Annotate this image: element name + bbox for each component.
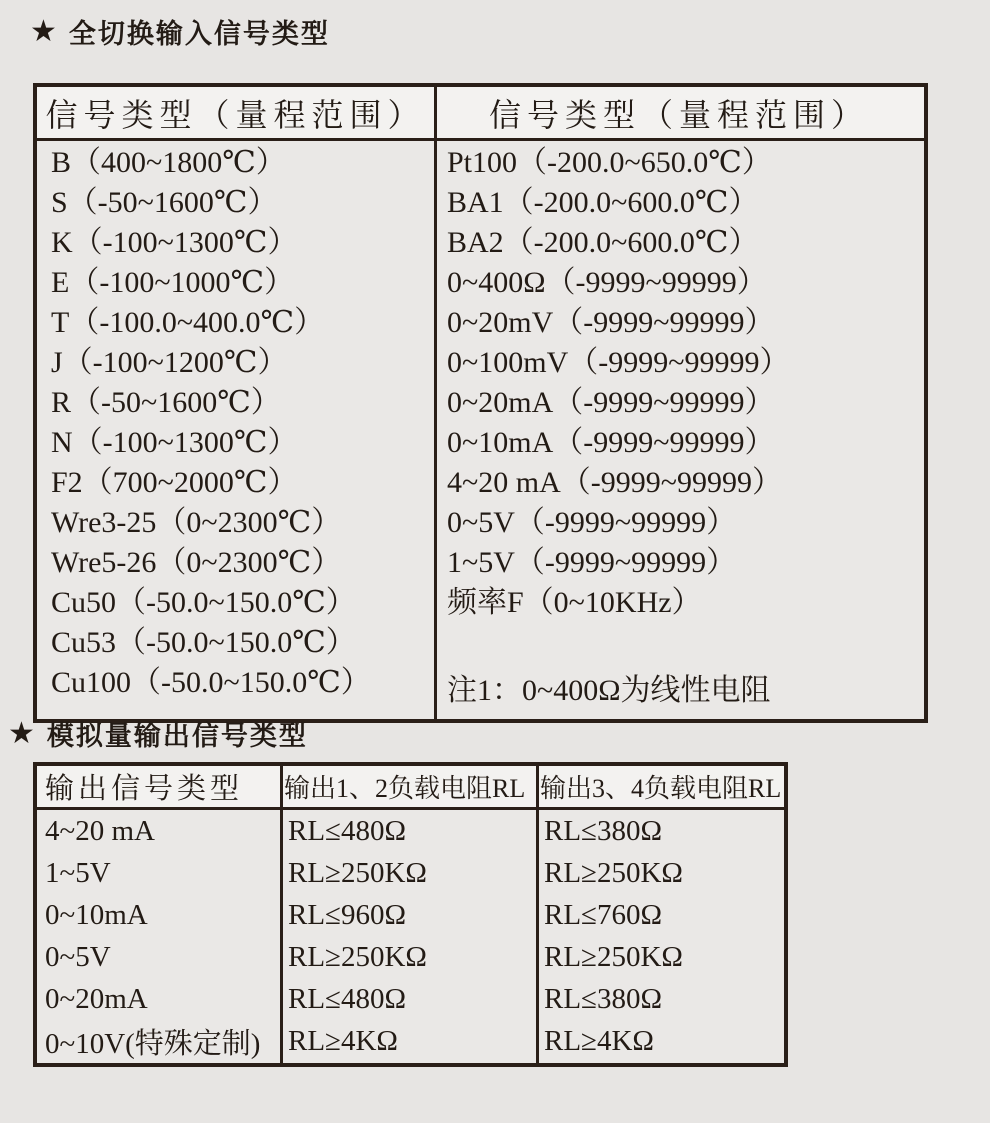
table-cell: RL≥4KΩ xyxy=(288,1025,398,1058)
list-item: 0~5V（-9999~99999） xyxy=(447,506,737,539)
column-header: 输出1、2负载电阻RL xyxy=(284,774,526,803)
list-item: Wre3-25（0~2300℃） xyxy=(51,506,342,539)
list-item: 0~10mA（-9999~99999） xyxy=(447,426,775,459)
column-header: 信号类型（量程范围） xyxy=(488,96,869,133)
table-cell: RL≥250KΩ xyxy=(544,856,683,889)
table-cell: RL≥4KΩ xyxy=(544,1025,654,1058)
input-signal-table xyxy=(33,83,928,723)
list-item: 0~400Ω（-9999~99999） xyxy=(447,266,767,299)
list-item: Wre5-26（0~2300℃） xyxy=(51,546,342,579)
list-item: N（-100~1300℃） xyxy=(51,426,298,459)
table-row xyxy=(37,979,784,1021)
output-signal-table xyxy=(33,762,788,1067)
output-table-header-row xyxy=(37,766,784,810)
table-cell: RL≥250KΩ xyxy=(288,856,427,889)
list-item: Pt100（-200.0~650.0℃） xyxy=(447,146,772,179)
column-divider xyxy=(434,87,437,719)
table-cell: RL≤380Ω xyxy=(544,814,663,847)
column-divider xyxy=(280,766,283,1063)
star-icon: ★ xyxy=(8,717,35,750)
list-item: 4~20 mA（-9999~99999） xyxy=(447,466,782,499)
linear-resistance-note: 注1：0~400Ω为线性电阻 xyxy=(447,674,771,707)
column-header: 输出3、4负载电阻RL xyxy=(540,774,782,803)
list-item: BA2（-200.0~600.0℃） xyxy=(447,226,759,259)
table-cell: RL≤380Ω xyxy=(544,983,663,1016)
input-table-left-column xyxy=(37,141,448,719)
heading-label: 模拟量输出信号类型 xyxy=(46,721,308,751)
list-item: F2（700~2000℃） xyxy=(51,466,298,499)
table-cell: 0~20mA xyxy=(45,983,148,1016)
table-row xyxy=(37,894,784,936)
heading-label: 全切换输入信号类型 xyxy=(68,19,330,49)
output-table-body xyxy=(37,810,784,1063)
table-cell: 1~5V xyxy=(45,856,111,889)
list-item: J（-100~1200℃） xyxy=(51,346,288,379)
list-item: R（-50~1600℃） xyxy=(51,386,281,419)
table-cell: RL≤480Ω xyxy=(288,814,407,847)
list-item: BA1（-200.0~600.0℃） xyxy=(447,186,759,219)
list-item: Cu100（-50.0~150.0℃） xyxy=(51,666,371,699)
right-column-rows xyxy=(447,143,924,623)
column-divider xyxy=(536,766,539,1063)
table-cell: 0~10V(特殊定制) xyxy=(45,1028,261,1061)
analog-output-heading xyxy=(8,714,308,753)
table-row xyxy=(37,1021,784,1063)
column-header: 输出信号类型 xyxy=(45,773,244,805)
star-icon: ★ xyxy=(30,15,57,48)
list-item: 0~20mA（-9999~99999） xyxy=(447,386,775,419)
list-item: 频率F（0~10KHz） xyxy=(447,586,702,619)
list-item: Cu50（-50.0~150.0℃） xyxy=(51,586,356,619)
list-item: 0~20mV（-9999~99999） xyxy=(447,306,775,339)
table-cell: 0~10mA xyxy=(45,898,148,931)
table-row xyxy=(37,810,784,852)
table-cell: 4~20 mA xyxy=(45,814,155,847)
table-cell: RL≤760Ω xyxy=(544,898,663,931)
list-item: B（400~1800℃） xyxy=(51,146,286,179)
input-table-header-row xyxy=(37,87,924,141)
column-header: 信号类型（量程范围） xyxy=(45,96,426,133)
list-item: Cu53（-50.0~150.0℃） xyxy=(51,626,356,659)
table-cell: RL≤480Ω xyxy=(288,983,407,1016)
list-item: T（-100.0~400.0℃） xyxy=(51,306,325,339)
list-item: S（-50~1600℃） xyxy=(51,186,278,219)
table-cell: RL≤960Ω xyxy=(288,898,407,931)
input-table-right-column xyxy=(437,141,924,719)
table-cell: 0~5V xyxy=(45,941,111,974)
table-cell: RL≥250KΩ xyxy=(288,941,427,974)
table-row xyxy=(37,852,784,894)
table-cell: RL≥250KΩ xyxy=(544,941,683,974)
table-row xyxy=(37,937,784,979)
input-signal-types-heading xyxy=(30,12,330,51)
list-item: 0~100mV（-9999~99999） xyxy=(447,346,790,379)
list-item: 1~5V（-9999~99999） xyxy=(447,546,737,579)
list-item: E（-100~1000℃） xyxy=(51,266,295,299)
list-item: K（-100~1300℃） xyxy=(51,226,298,259)
